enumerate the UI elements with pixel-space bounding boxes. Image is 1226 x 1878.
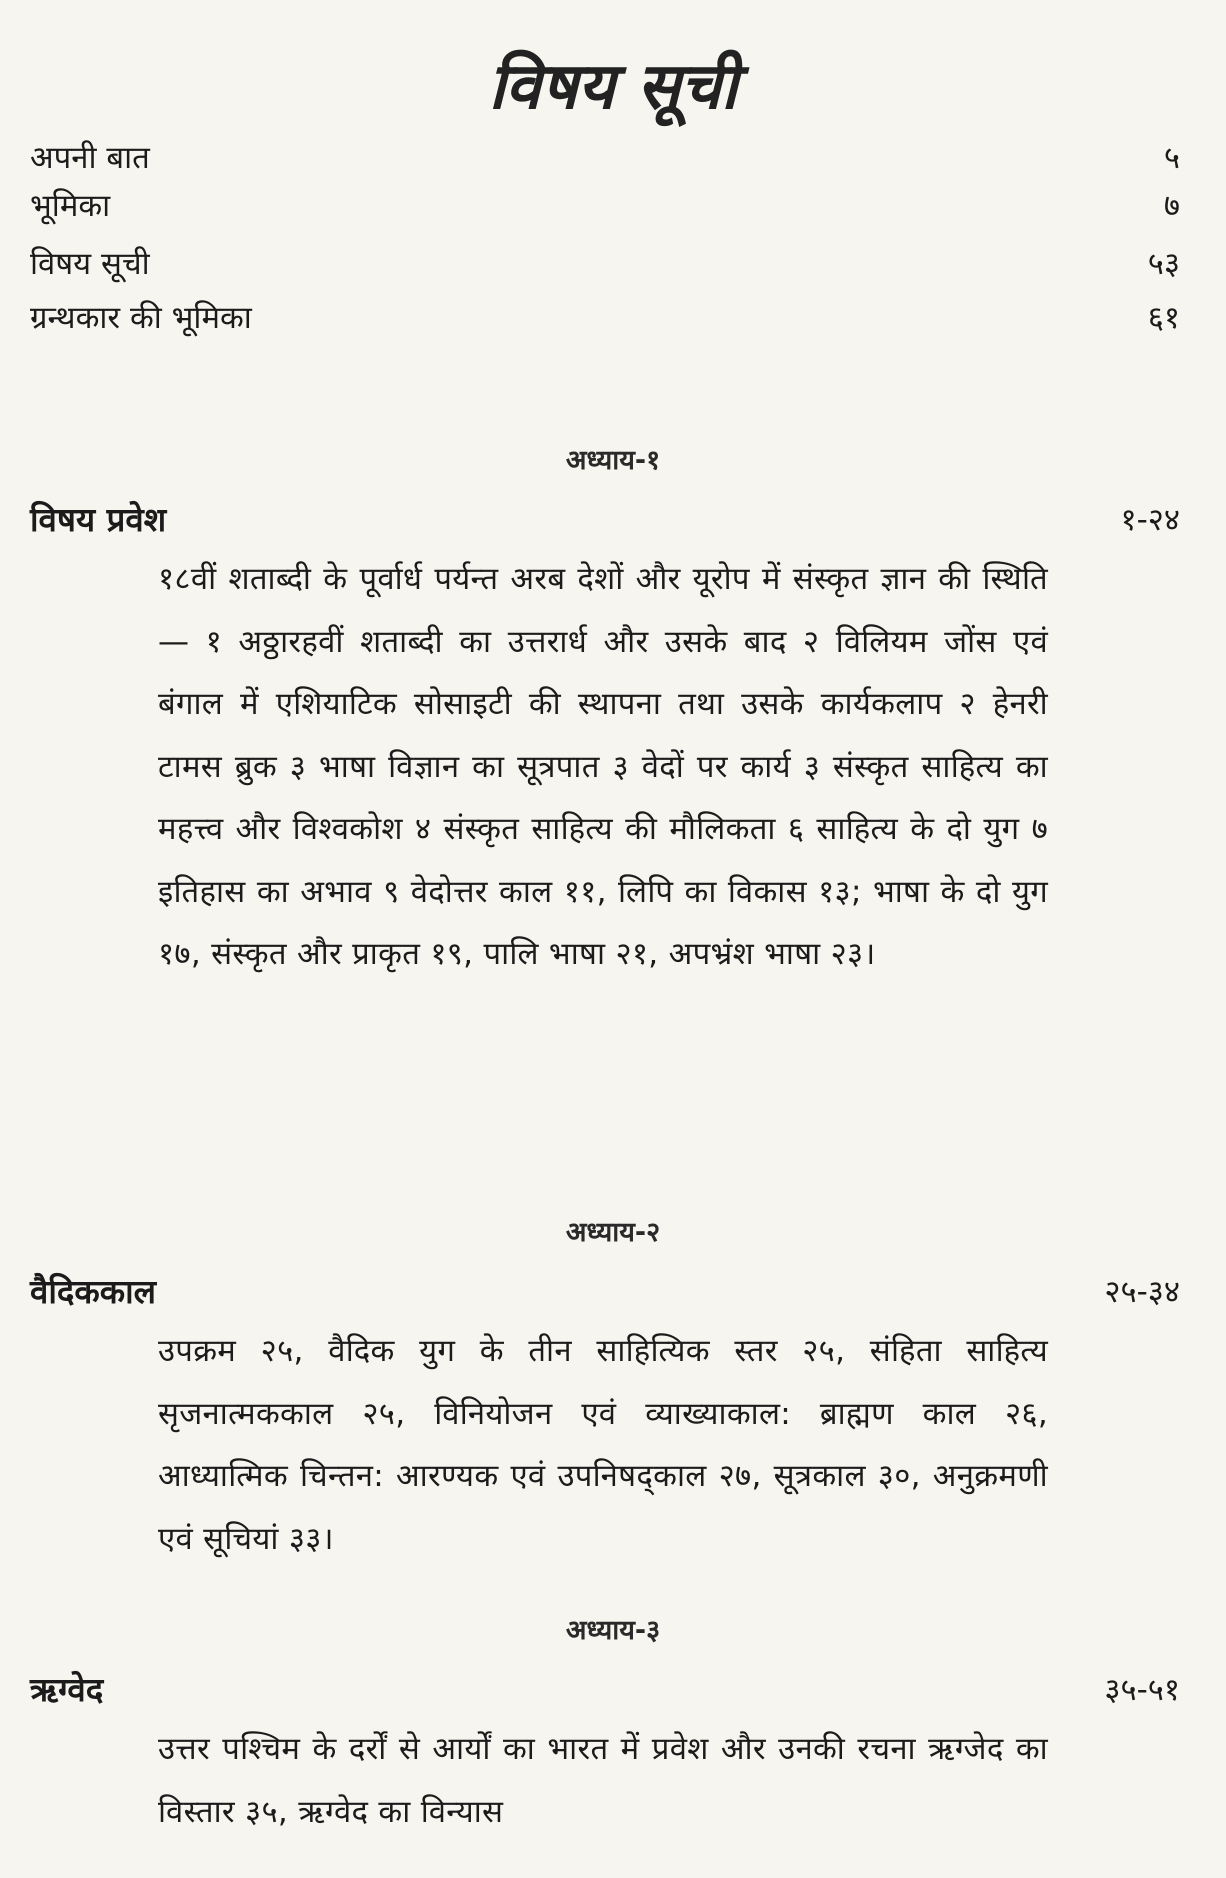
toc-entry — [30, 176, 1180, 236]
chapter-title: ऋग्वेद — [30, 1670, 104, 1709]
chapter-label: अध्याय-१ — [565, 445, 661, 476]
chapter-label: अध्याय-२ — [565, 1217, 661, 1248]
chapter-title: विषय प्रवेश — [30, 500, 167, 539]
toc-entry — [30, 288, 1180, 348]
chapter-description: उत्तर पश्चिम के दर्रों से आर्यों का भारत में प्रवेश और उनकी रचना ऋग्जेद का विस्तार ३५, ऋग्वेद का विन्यास — [158, 1731, 1048, 1830]
entry-page: ५ — [1163, 140, 1180, 176]
chapter-title: वैदिककाल — [30, 1272, 157, 1311]
entry-label: विषय सूची — [30, 246, 150, 282]
chapter-description: उपक्रम २५, वैदिक युग के तीन साहित्यिक स्तर २५, संहिता साहित्य सृजनात्मककाल २५, विनियोजन एवं व्याख्याकाल: ब्राह्मण काल २६, आध्यात्मिक चिन्तन: आरण्यक एवं उपनिषद्काल २७, सूत्रकाल ३०, अनुक्रमणी एवं सूचियां ३३। — [158, 1333, 1048, 1557]
entry-label: भूमिका — [30, 188, 111, 224]
entry-label: अपनी बात — [30, 140, 150, 176]
entry-page: ६१ — [1147, 300, 1180, 336]
entry-page: ५३ — [1147, 246, 1180, 282]
page-title: विषय सूची — [488, 49, 738, 124]
chapter-label: अध्याय-३ — [565, 1615, 661, 1646]
entry-page: ७ — [1163, 188, 1180, 224]
chapter-heading — [30, 1660, 1180, 1720]
chapter-pages: २५-३४ — [1104, 1274, 1180, 1310]
entry-label: ग्रन्थकार की भूमिका — [30, 300, 252, 336]
chapter-pages: १-२४ — [1120, 502, 1180, 538]
toc-entry — [30, 234, 1180, 294]
chapter-heading — [30, 490, 1180, 550]
chapter-description: १८वीं शताब्दी के पूर्वार्ध पर्यन्त अरब देशों और यूरोप में संस्कृत ज्ञान की स्थिति — १ अठ्ठारहवीं शताब्दी का उत्तरार्ध और उसके बाद २ विलियम जोंस एवं बंगाल में एशियाटिक सोसाइटी की स्थापना तथा उसके कार्यकलाप २ हेनरी टामस ब्रुक ३ भाषा विज्ञान का सूत्रपात ३ वेदों पर कार्य ३ संस्कृत साहित्य का महत्त्व और विश्वकोश ४ संस्कृत साहित्य की मौलिकता ६ साहित्य के दो युग ७ इतिहास का अभाव ९ वेदोत्तर काल ११, लिपि का विकास १३; भाषा के दो युग १७, संस्कृत और प्राकृत १९, पालि भाषा २१, अपभ्रंश भाषा २३। — [158, 561, 1048, 972]
chapter-pages: ३५-५१ — [1104, 1672, 1180, 1708]
chapter-heading — [30, 1262, 1180, 1322]
